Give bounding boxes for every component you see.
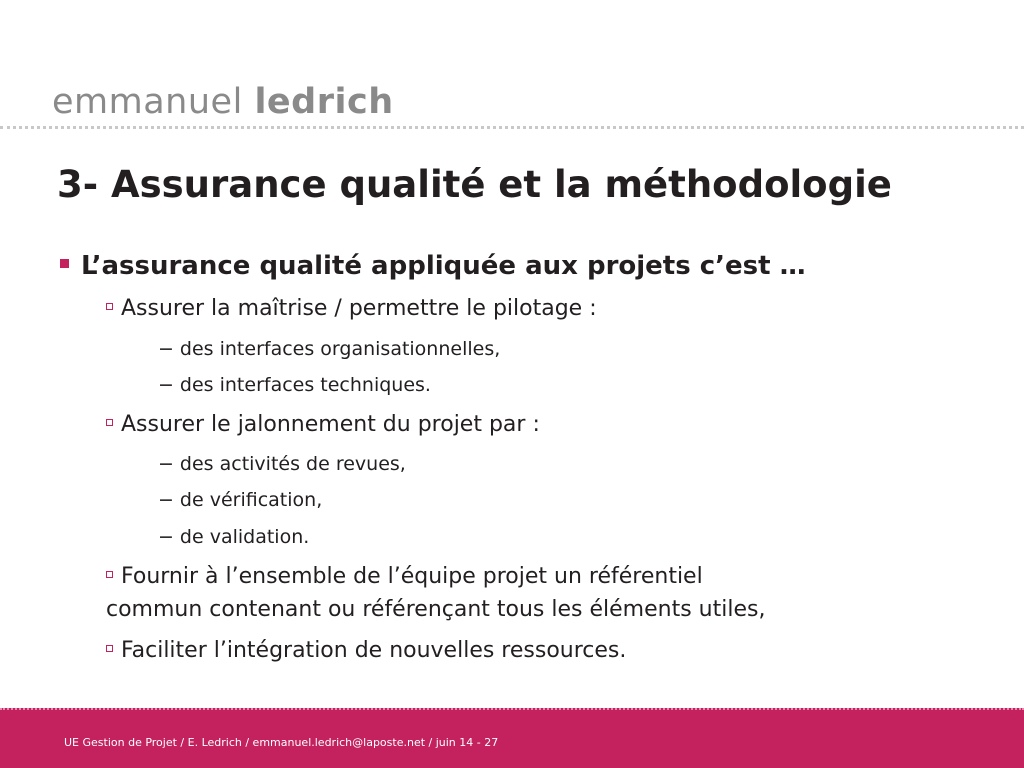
bullet-text: de vérification, [179, 489, 323, 511]
bullet-level3 [158, 371, 431, 399]
hollow-square-bullet-icon [106, 571, 113, 578]
bullet-level2 [106, 562, 703, 592]
hollow-square-bullet-icon [106, 419, 113, 426]
slide-title: 3- Assurance qualité et la méthodologie [57, 163, 892, 206]
bullet-text: de validation. [179, 526, 310, 548]
brand-first-name: emmanuel [52, 82, 243, 122]
bullet-level3 [158, 486, 322, 514]
dash-bullet-icon: − [158, 489, 174, 511]
dash-bullet-icon: − [158, 374, 174, 396]
bullet-continuation [106, 595, 765, 625]
dash-bullet-icon: − [158, 526, 174, 548]
bullet-text: des interfaces techniques. [179, 374, 431, 396]
bullet-text: des interfaces organisationnelles, [179, 338, 501, 360]
brand-last-name: ledrich [254, 82, 394, 122]
hollow-square-bullet-icon [106, 645, 113, 652]
dash-bullet-icon: − [158, 338, 174, 360]
bullet-text: L’assurance qualité appliquée aux projets c’est … [81, 251, 806, 281]
bullet-level3 [158, 450, 406, 478]
footer-text: UE Gestion de Projet / E. Ledrich / emmanuel.ledrich@laposte.net / juin 14 - 27 [64, 736, 499, 749]
bullet-text: commun contenant ou référençant tous les éléments utiles, [106, 597, 766, 622]
bullet-text: Assurer la maîtrise / permettre le pilotage : [121, 296, 597, 321]
bullet-level2 [106, 294, 597, 324]
bullet-level2 [106, 410, 540, 440]
bullet-level1 [60, 248, 806, 284]
bullet-level3 [158, 335, 500, 363]
bullet-text: Fournir à l’ensemble de l’équipe projet un référentiel [121, 564, 703, 589]
bullet-level3 [158, 523, 309, 551]
bullet-text: Faciliter l’intégration de nouvelles ressources. [121, 638, 627, 663]
dash-bullet-icon: − [158, 453, 174, 475]
bullet-level2 [106, 636, 626, 666]
square-bullet-icon [60, 259, 69, 268]
hollow-square-bullet-icon [106, 303, 113, 310]
footer-dotted-edge [0, 708, 1024, 710]
bullet-text: des activités de revues, [179, 453, 406, 475]
bullet-text: Assurer le jalonnement du projet par : [121, 412, 540, 437]
